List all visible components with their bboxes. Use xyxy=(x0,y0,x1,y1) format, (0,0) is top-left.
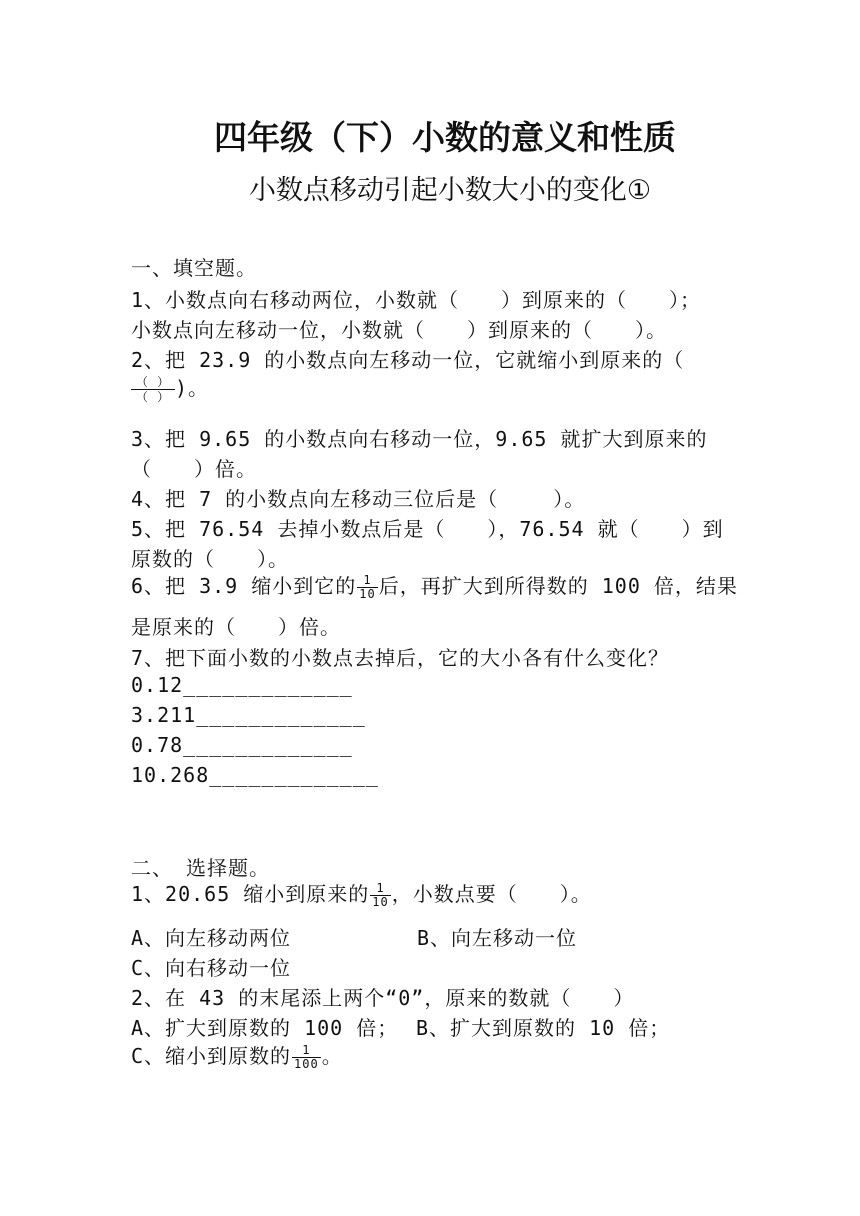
fraction-numerator: 1 xyxy=(357,574,377,588)
fraction-one-tenth xyxy=(357,574,377,601)
choice-question-1 xyxy=(131,878,592,909)
choice-2-option-a: A、扩大到原数的 100 倍； xyxy=(131,1016,399,1040)
choice-1-prefix: 1、20.65 缩小到原来的 xyxy=(131,882,370,906)
question-2-line-2 xyxy=(131,372,209,404)
fraction-one-hundredth xyxy=(292,1044,321,1071)
question-6-suffix: 后，再扩大到所得数的 100 倍，结果 xyxy=(378,574,738,598)
choice-question-2: 2、在 43 的末尾添上两个“0”，原来的数就（ ） xyxy=(131,986,635,1010)
section-2-heading: 二、 选择题。 xyxy=(131,856,271,880)
fraction-denominator: 100 xyxy=(294,1057,319,1071)
question-7: 7、把下面小数的小数点去掉后，它的大小各有什么变化？ xyxy=(131,646,670,670)
choice-1-suffix: ，小数点要（ ）。 xyxy=(391,882,592,906)
fraction-one-tenth xyxy=(370,882,390,909)
choice-1-option-a: A、向左移动两位 xyxy=(131,926,292,950)
blank-fraction xyxy=(131,375,175,404)
question-5-line-2: 原数的（ ）。 xyxy=(131,547,289,571)
question-6-prefix: 6、把 3.9 缩小到它的 xyxy=(131,574,357,598)
choice-1-option-c: C、向右移动一位 xyxy=(131,956,292,980)
fraction-numerator: （ ） xyxy=(131,375,175,390)
question-4: 4、把 7 的小数点向左移动三位后是（ ）。 xyxy=(131,487,586,511)
page-subtitle: 小数点移动引起小数大小的变化① xyxy=(248,175,652,206)
choice-1-option-b: B、向左移动一位 xyxy=(417,926,578,950)
choice-2-c-prefix: C、缩小到原数的 xyxy=(131,1044,292,1068)
fraction-denominator: 10 xyxy=(372,895,389,909)
page-title: 四年级（下）小数的意义和性质 xyxy=(214,118,676,157)
fraction-numerator: 1 xyxy=(370,882,390,896)
choice-2-option-c xyxy=(131,1040,343,1071)
question-7-item-3: 0.78_____________ xyxy=(131,733,353,757)
fraction-denominator: （ ） xyxy=(135,390,171,404)
fraction-numerator: 1 xyxy=(292,1044,321,1058)
question-7-item-2: 3.211_____________ xyxy=(131,703,366,727)
question-5-line-1: 5、把 76.54 去掉小数点后是（ ），76.54 就（ ）到 xyxy=(131,517,724,541)
question-7-item-1: 0.12_____________ xyxy=(131,673,353,697)
question-6-line-2: 是原来的（ ）倍。 xyxy=(131,615,341,639)
section-1-heading: 一、填空题。 xyxy=(131,256,257,280)
question-6-line-1 xyxy=(131,570,738,601)
choice-2-c-suffix: 。 xyxy=(321,1044,343,1068)
fraction-denominator: 10 xyxy=(359,587,376,601)
question-1-line-1: 1、小数点向右移动两位，小数就（ ）到原来的（ ）； xyxy=(131,288,702,312)
question-7-item-4: 10.268_____________ xyxy=(131,763,379,787)
question-3-line-1: 3、把 9.65 的小数点向右移动一位，9.65 就扩大到原来的 xyxy=(131,427,708,451)
choice-2-option-b: B、扩大到原数的 10 倍； xyxy=(416,1016,671,1040)
question-1-line-2: 小数点向左移动一位，小数就（ ）到原来的（ ）。 xyxy=(131,318,667,342)
question-2-tail: )。 xyxy=(175,376,210,400)
question-3-line-2: （ ）倍。 xyxy=(131,457,257,481)
question-2-line-1: 2、把 23.9 的小数点向左移动一位，它就缩小到原来的（ xyxy=(131,348,685,372)
